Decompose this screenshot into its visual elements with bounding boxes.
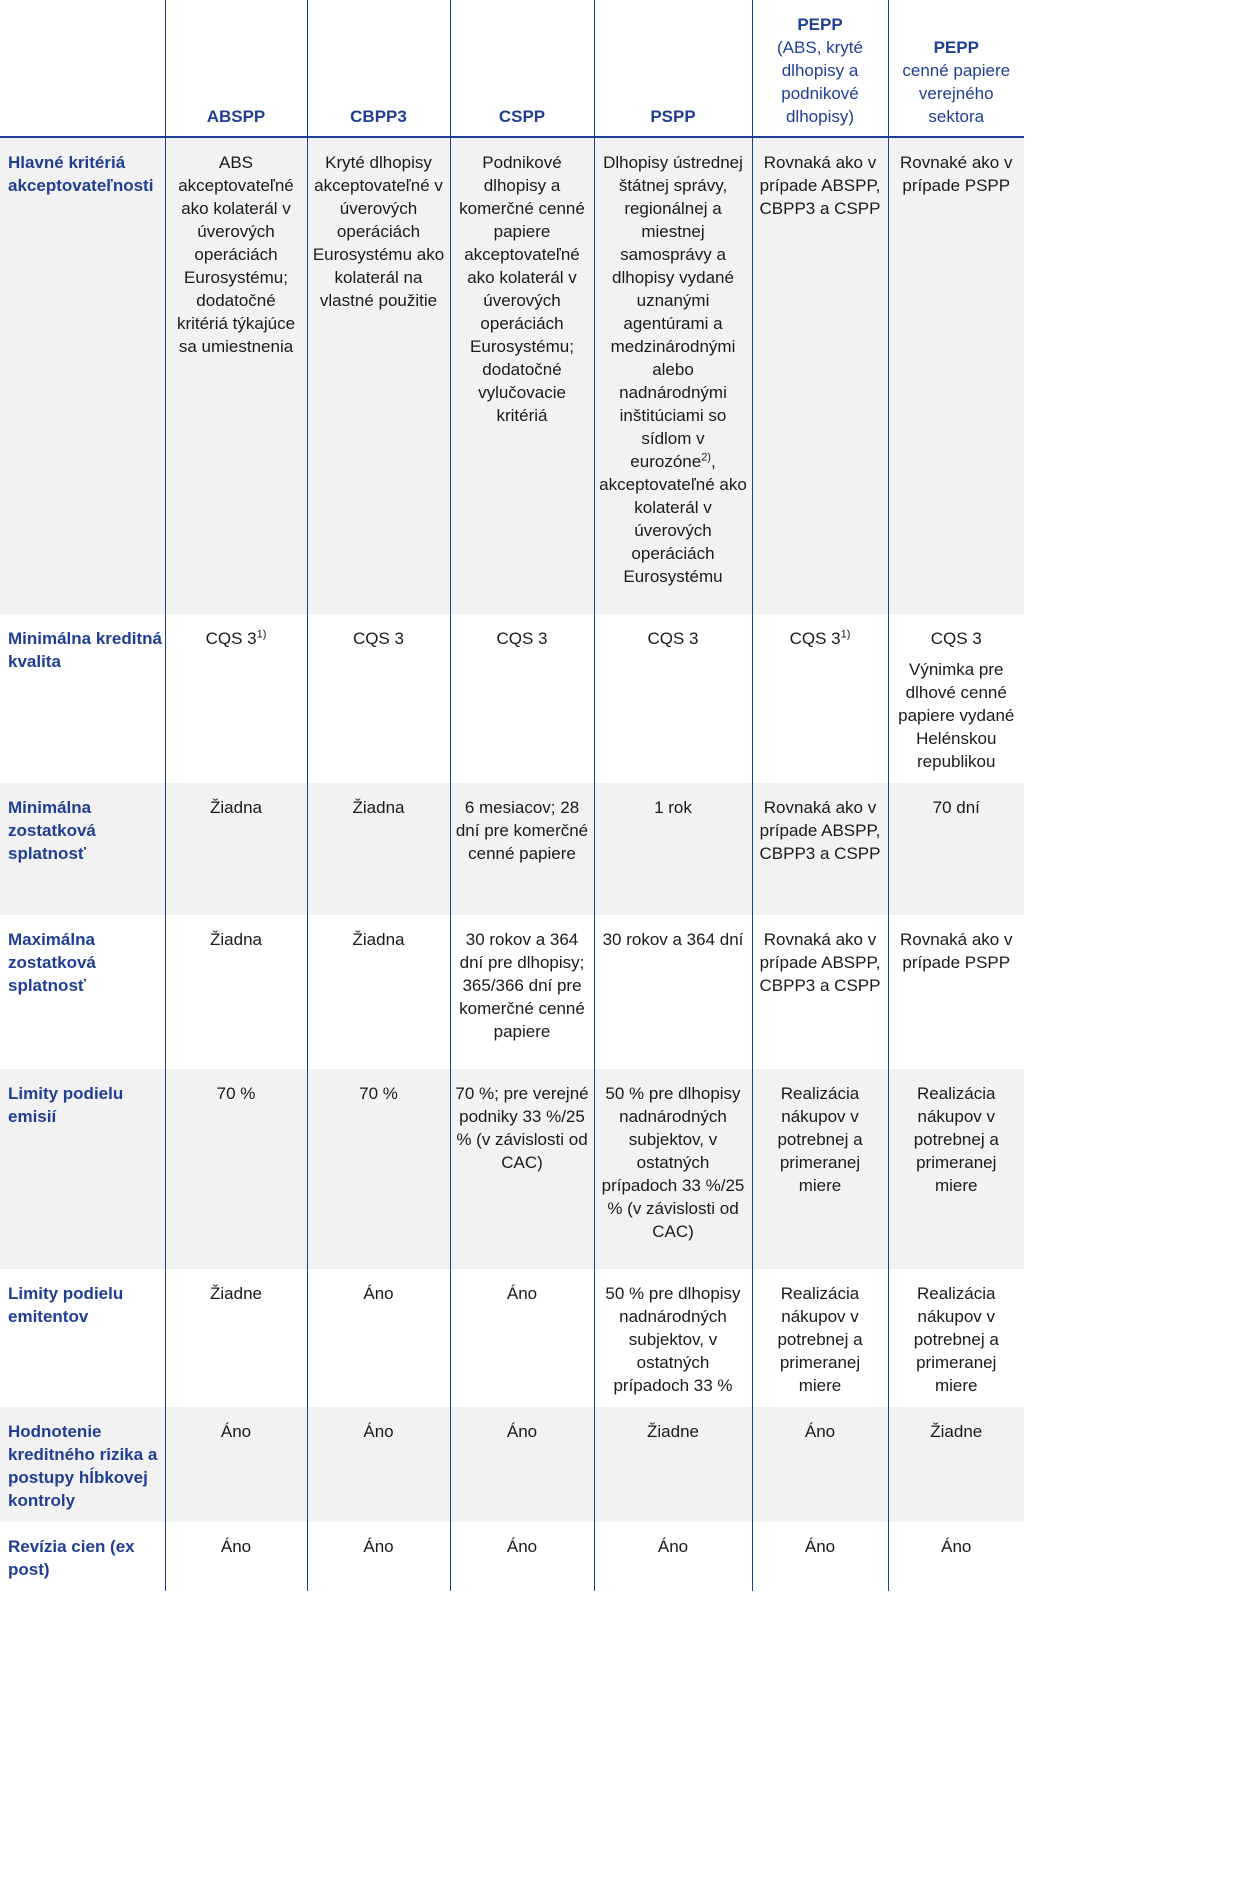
table-cell: Podnikové dlhopisy a komerčné cenné papiere akceptovateľné ako kolaterál v úverových operáciách Eurosystému; dodatočné vylučovacie kritériá [450, 137, 594, 614]
table-row [0, 1269, 1024, 1407]
table-cell: Áno [165, 1407, 307, 1522]
table-cell: Rovnaká ako v prípade ABSPP, CBPP3 a CSPP [752, 915, 888, 1069]
table-cell: Žiadna [165, 915, 307, 1069]
table-cell: 70 dní [888, 783, 1024, 915]
table-cell: Áno [752, 1407, 888, 1522]
table-cell: Rovnaká ako v prípade PSPP [888, 915, 1024, 1069]
table-cell: Žiadna [307, 783, 450, 915]
row-label: Minimálna kreditná kvalita [8, 629, 162, 671]
header-pepp-private [752, 0, 888, 137]
table-cell: ABS akceptovateľné ako kolaterál v úverových operáciách Eurosystému; dodatočné kritériá týkajúce sa umiestnenia [165, 137, 307, 614]
footnote-mark: 1) [840, 628, 851, 641]
table-cell: Žiadne [888, 1407, 1024, 1522]
table-row [0, 915, 1024, 1069]
table-cell: 30 rokov a 364 dní [594, 915, 752, 1069]
table-cell: Rovnaké ako v prípade PSPP [888, 137, 1024, 614]
row-label: Maximálna zostatková splatnosť [8, 930, 96, 995]
header-pepp-private-title: PEPP [797, 15, 843, 34]
table-cell: 30 rokov a 364 dní pre dlhopisy; 365/366 dní pre komerčné cenné papiere [450, 915, 594, 1069]
table-row [0, 137, 1024, 614]
corner-cell [0, 0, 165, 137]
header-cbpp3: CBPP3 [307, 0, 450, 137]
table-row [0, 614, 1024, 783]
footnote-mark: 2) [701, 451, 711, 464]
table-cell: Realizácia nákupov v potrebnej a primeranej miere [752, 1069, 888, 1269]
table-cell: Áno [888, 1522, 1024, 1591]
table-cell: Žiadne [594, 1407, 752, 1522]
table-cell [594, 137, 752, 614]
table-cell [888, 614, 1024, 783]
header-pepp-private-sub: (ABS, kryté dlhopisy a podnikové dlhopisy) [777, 38, 863, 126]
table-cell: Áno [450, 1522, 594, 1591]
table-cell: Realizácia nákupov v potrebnej a primeranej miere [888, 1069, 1024, 1269]
cell-text: , akceptovateľné ako kolaterál v úverových operáciách Eurosystému [599, 452, 747, 586]
cell-text: CQS 3 [205, 629, 257, 648]
row-label: Revízia cien (ex post) [8, 1537, 135, 1579]
table-cell: 6 mesiacov; 28 dní pre komerčné cenné papiere [450, 783, 594, 915]
cell-text: Dlhopisy ústrednej štátnej správy, regionálnej a miestnej samosprávy a dlhopisy vydané uznanými agentúrami a medzinárodnými alebo nadnárodnými inštitúciami so sídlom v eurozóne [603, 153, 743, 471]
table-row [0, 1407, 1024, 1522]
table-cell: 70 % [307, 1069, 450, 1269]
table-cell: Áno [307, 1269, 450, 1407]
table-cell: Realizácia nákupov v potrebnej a primeranej miere [888, 1269, 1024, 1407]
table-cell: 1 rok [594, 783, 752, 915]
table-cell: Áno [165, 1522, 307, 1591]
table-cell: Rovnaká ako v prípade ABSPP, CBPP3 a CSPP [752, 783, 888, 915]
table-cell: CQS 3 [594, 614, 752, 783]
cell-text: Výnimka pre dlhové cenné papiere vydané Helénskou republikou [898, 660, 1015, 771]
header-pspp: PSPP [594, 0, 752, 137]
row-label: Limity podielu emitentov [8, 1284, 124, 1326]
table-row [0, 1069, 1024, 1269]
table-cell: Žiadne [165, 1269, 307, 1407]
table-cell: CQS 3 [450, 614, 594, 783]
header-pepp-public-title: PEPP [933, 38, 979, 57]
table-cell: Áno [752, 1522, 888, 1591]
table-cell: 70 % [165, 1069, 307, 1269]
footnote-mark: 1) [256, 628, 267, 641]
table-cell: 50 % pre dlhopisy nadnárodných subjektov, v ostatných prípadoch 33 % [594, 1269, 752, 1407]
cell-text: CQS 3 [930, 629, 982, 648]
header-cspp: CSPP [450, 0, 594, 137]
table-cell: Žiadna [307, 915, 450, 1069]
header-row [0, 0, 1024, 137]
table-cell: Kryté dlhopisy akceptovateľné v úverových operáciách Eurosystému ako kolaterál na vlastné použitie [307, 137, 450, 614]
table-cell: Áno [450, 1269, 594, 1407]
table-cell: 70 %; pre verejné podniky 33 %/25 % (v závislosti od CAC) [450, 1069, 594, 1269]
table-cell: Áno [307, 1522, 450, 1591]
table-cell [165, 614, 307, 783]
table-cell: Rovnaká ako v prípade ABSPP, CBPP3 a CSPP [752, 137, 888, 614]
row-label: Hlavné kritériá akceptovateľnosti [0, 137, 165, 614]
table-row [0, 1522, 1024, 1591]
row-label: Minimálna zostatková splatnosť [0, 783, 165, 915]
table-cell: Áno [594, 1522, 752, 1591]
table-cell: CQS 3 [307, 614, 450, 783]
table-cell: Áno [307, 1407, 450, 1522]
header-abspp: ABSPP [165, 0, 307, 137]
table-cell: 50 % pre dlhopisy nadnárodných subjektov, v ostatných prípadoch 33 %/25 % (v závislosti od CAC) [594, 1069, 752, 1269]
row-label: Hodnotenie kreditného rizika a postupy hĺbkovej kontroly [0, 1407, 165, 1522]
table-row [0, 783, 1024, 915]
row-label: Limity podielu emisií [0, 1069, 165, 1269]
header-pepp-public-sub: cenné papiere verejného sektora [902, 61, 1011, 126]
header-pepp-public [888, 0, 1024, 137]
table-cell: Žiadna [165, 783, 307, 915]
table-cell: Realizácia nákupov v potrebnej a primeranej miere [752, 1269, 888, 1407]
table-cell: Áno [450, 1407, 594, 1522]
table-cell [752, 614, 888, 783]
cell-text: CQS 3 [789, 629, 841, 648]
